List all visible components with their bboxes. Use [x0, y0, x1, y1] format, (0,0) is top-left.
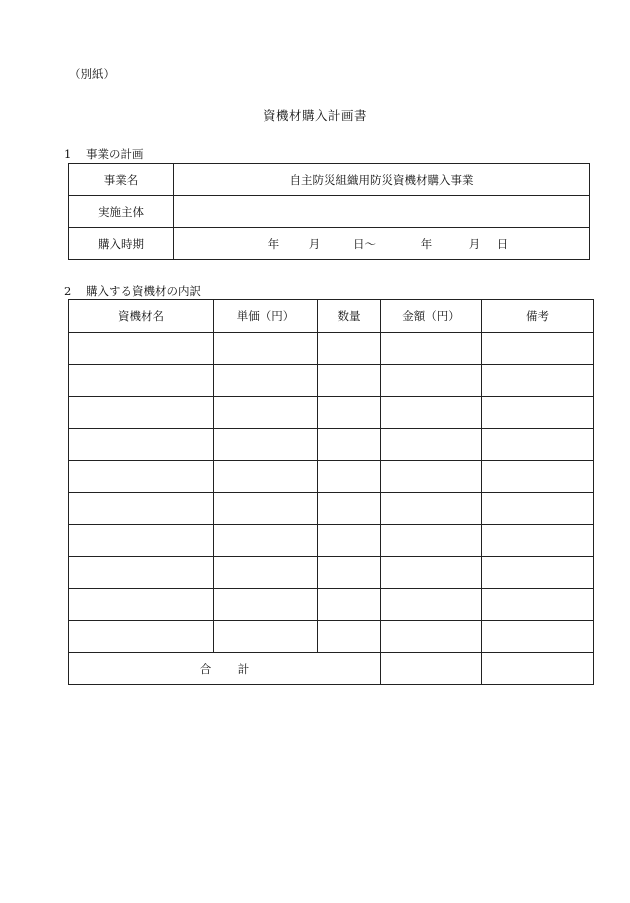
section-2-number: 2 [64, 284, 72, 298]
cell-item-name[interactable] [69, 429, 214, 461]
implementer-value[interactable] [174, 196, 590, 228]
cell-remarks[interactable] [482, 493, 594, 525]
cell-remarks[interactable] [482, 557, 594, 589]
total-row [69, 653, 594, 685]
cell-item-name[interactable] [69, 557, 214, 589]
period-day-1: 日～ [353, 236, 376, 251]
cell-quantity[interactable] [318, 461, 381, 493]
cell-remarks[interactable] [482, 429, 594, 461]
cell-amount[interactable] [381, 429, 482, 461]
period-year-2: 年 [420, 236, 433, 251]
items-table [68, 299, 594, 685]
business-name-value[interactable]: 自主防災組織用防災資機材購入事業 [174, 164, 590, 196]
col-header-item-name: 資機材名 [69, 300, 214, 333]
implementer-label: 実施主体 [69, 196, 174, 228]
period-year-1: 年 [267, 236, 280, 251]
cell-amount[interactable] [381, 525, 482, 557]
plan-row-business-name [69, 164, 590, 196]
table-row [69, 557, 594, 589]
cell-amount[interactable] [381, 493, 482, 525]
cell-quantity[interactable] [318, 557, 381, 589]
section-1-number: 1 [64, 147, 72, 161]
cell-amount[interactable] [381, 621, 482, 653]
cell-unit-price[interactable] [214, 333, 318, 365]
cell-amount[interactable] [381, 365, 482, 397]
plan-row-implementer [69, 196, 590, 228]
attachment-label: （別紙） [69, 67, 115, 81]
total-label-char-2: 計 [237, 661, 250, 676]
cell-quantity[interactable] [318, 589, 381, 621]
table-row [69, 333, 594, 365]
cell-unit-price[interactable] [214, 493, 318, 525]
table-row [69, 429, 594, 461]
cell-remarks[interactable] [482, 461, 594, 493]
total-label [69, 653, 381, 685]
table-row [69, 621, 594, 653]
col-header-remarks: 備考 [482, 300, 594, 333]
table-row [69, 365, 594, 397]
cell-quantity[interactable] [318, 493, 381, 525]
cell-amount[interactable] [381, 333, 482, 365]
cell-remarks[interactable] [482, 333, 594, 365]
cell-quantity[interactable] [318, 333, 381, 365]
cell-unit-price[interactable] [214, 461, 318, 493]
cell-unit-price[interactable] [214, 557, 318, 589]
table-row [69, 461, 594, 493]
table-row [69, 525, 594, 557]
plan-table [68, 163, 590, 260]
cell-amount[interactable] [381, 557, 482, 589]
cell-item-name[interactable] [69, 461, 214, 493]
period-day-2: 日 [496, 236, 509, 251]
cell-item-name[interactable] [69, 397, 214, 429]
cell-quantity[interactable] [318, 621, 381, 653]
total-amount[interactable] [381, 653, 482, 685]
plan-row-period [69, 228, 590, 260]
cell-amount[interactable] [381, 461, 482, 493]
total-label-char-1: 合 [199, 661, 212, 676]
cell-item-name[interactable] [69, 365, 214, 397]
cell-unit-price[interactable] [214, 365, 318, 397]
section-1-heading [64, 146, 144, 162]
cell-remarks[interactable] [482, 621, 594, 653]
cell-remarks[interactable] [482, 365, 594, 397]
document-title: 資機材購入計画書 [262, 108, 367, 123]
cell-quantity[interactable] [318, 429, 381, 461]
table-row [69, 397, 594, 429]
col-header-unit-price: 単価（円） [214, 300, 318, 333]
col-header-amount: 金額（円） [381, 300, 482, 333]
section-1-title: 事業の計画 [86, 147, 144, 161]
cell-remarks[interactable] [482, 397, 594, 429]
cell-quantity[interactable] [318, 525, 381, 557]
period-label: 購入時期 [69, 228, 174, 260]
table-row [69, 493, 594, 525]
cell-unit-price[interactable] [214, 397, 318, 429]
table-row [69, 589, 594, 621]
cell-item-name[interactable] [69, 525, 214, 557]
cell-remarks[interactable] [482, 589, 594, 621]
cell-unit-price[interactable] [214, 589, 318, 621]
cell-quantity[interactable] [318, 365, 381, 397]
cell-item-name[interactable] [69, 493, 214, 525]
period-value[interactable] [174, 228, 590, 260]
period-month-1: 月 [308, 236, 321, 251]
cell-remarks[interactable] [482, 525, 594, 557]
cell-amount[interactable] [381, 397, 482, 429]
items-header-row [69, 300, 594, 333]
cell-unit-price[interactable] [214, 429, 318, 461]
cell-unit-price[interactable] [214, 525, 318, 557]
period-month-2: 月 [468, 236, 481, 251]
business-name-label: 事業名 [69, 164, 174, 196]
cell-amount[interactable] [381, 589, 482, 621]
cell-quantity[interactable] [318, 397, 381, 429]
cell-item-name[interactable] [69, 589, 214, 621]
col-header-quantity: 数量 [318, 300, 381, 333]
cell-item-name[interactable] [69, 333, 214, 365]
total-remarks[interactable] [482, 653, 594, 685]
cell-unit-price[interactable] [214, 621, 318, 653]
cell-item-name[interactable] [69, 621, 214, 653]
section-2-title: 購入する資機材の内訳 [86, 284, 201, 298]
section-2-heading [64, 283, 201, 299]
